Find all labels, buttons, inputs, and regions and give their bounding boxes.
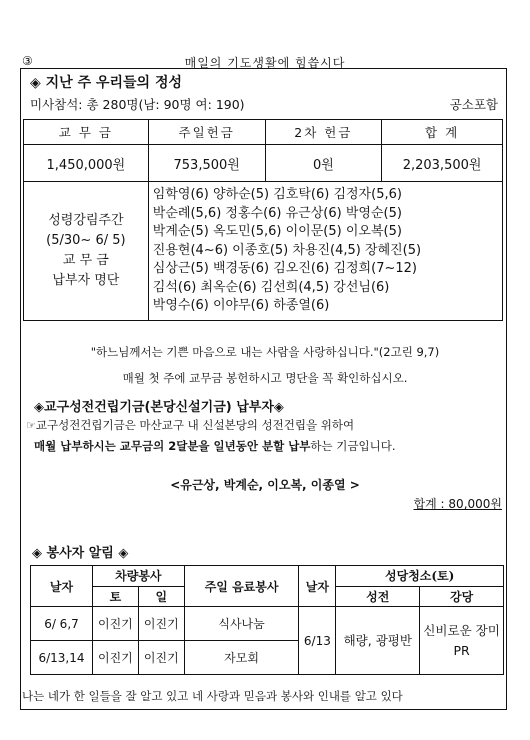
col-header-sat: 토 bbox=[92, 586, 138, 607]
building-fund-line1 bbox=[26, 417, 354, 433]
building-fund-bold: 매월 납부하시는 교무금의 2달분을 일년동안 분할 납부 bbox=[34, 439, 311, 453]
offering-section-title: ◈ 지난 주 우리들의 정성 bbox=[30, 75, 182, 91]
diamond-bullet-icon: ◈ bbox=[30, 75, 41, 91]
donor-label-line: (5/30~ 6/ 5) bbox=[46, 233, 126, 248]
page-number: ③ bbox=[22, 54, 33, 68]
col-header-vehicle: 차량봉사 bbox=[92, 566, 184, 587]
donor-row bbox=[24, 182, 503, 321]
building-fund-line2 bbox=[34, 438, 396, 454]
building-fund-total: 합계 : 80,000원 bbox=[413, 497, 502, 511]
col-header-sanctuary: 성전 bbox=[336, 586, 420, 607]
col-header-drink: 주일 음료봉사 bbox=[184, 566, 299, 607]
donor-label-line: 납부자 명단 bbox=[52, 273, 120, 288]
row-drink: 식사나눔 bbox=[184, 607, 299, 641]
col-header-clean: 성당청소(토) bbox=[336, 566, 504, 587]
building-fund-line1-text: 교구성전건립기금은 마산교구 내 신설본당의 성전건립을 위하여 bbox=[35, 418, 355, 432]
attendance-text: 미사참석: 총 280명(남: 90명 여: 190) bbox=[30, 97, 245, 112]
donor-label-line: 성령강림주간 bbox=[48, 213, 124, 228]
row-date: 6/ 6,7 bbox=[31, 607, 93, 641]
building-fund-names: <유근상, 박계순, 이오복, 이종열 > bbox=[170, 478, 360, 492]
donor-line: 박순례(5,6) 정홍수(6) 유근상(6) 박영순(5) bbox=[152, 205, 402, 221]
donor-line: 심상근(5) 백경동(6) 김오진(6) 김정희(7~12) bbox=[152, 261, 417, 277]
sunday-offering-value: 753,500원 bbox=[148, 145, 265, 182]
col-header-sun: 일 bbox=[138, 586, 184, 607]
clean-hall: 신비로운 장미 PR bbox=[420, 607, 504, 675]
row-sat: 이진기 bbox=[92, 607, 138, 641]
row-sun: 이진기 bbox=[138, 641, 184, 675]
col-header: 2차 헌금 bbox=[265, 120, 382, 145]
pointing-hand-icon: ☞ bbox=[26, 419, 36, 432]
page-title: 매일의 기도생활에 힘씁시다 bbox=[184, 56, 346, 70]
bible-quote: "하느님께서는 기쁜 마음으로 내는 사람을 사랑하십니다."(2고린 9,7) bbox=[90, 345, 440, 359]
second-collection-value: 0원 bbox=[265, 145, 382, 182]
offering-table bbox=[23, 119, 503, 321]
tithe-value: 1,450,000원 bbox=[24, 145, 149, 182]
table-row bbox=[31, 607, 504, 641]
building-fund-rest: 하는 기금입니다. bbox=[310, 439, 396, 453]
clean-sanctuary: 해량, 광평반 bbox=[336, 607, 420, 675]
col-header: 합 계 bbox=[382, 120, 503, 145]
offering-value-row bbox=[24, 145, 503, 182]
donor-line: 박계순(5) 옥도민(5,6) 이이문(5) 이오복(5) bbox=[152, 224, 402, 240]
col-header: 교 무 금 bbox=[24, 120, 149, 145]
col-header-date: 날자 bbox=[31, 566, 93, 607]
donor-line: 김석(6) 최옥순(6) 김선희(4,5) 강선님(6) bbox=[152, 279, 390, 295]
volunteer-table bbox=[30, 565, 504, 675]
attendance-note: 공소포함 bbox=[449, 97, 498, 112]
row-sat: 이진기 bbox=[92, 641, 138, 675]
donor-line: 박영수(6) 이야무(6) 하종열(6) bbox=[152, 298, 330, 314]
total-value: 2,203,500원 bbox=[382, 145, 503, 182]
footer-verse: 나는 네가 한 일들을 잘 알고 있고 네 사랑과 믿음과 봉사와 인내를 알고 있다 bbox=[22, 689, 403, 703]
clean-date: 6/13 bbox=[299, 607, 336, 675]
building-fund-title: ◈교구성전건립기금(본당신설기금) 납부자◈ bbox=[34, 400, 284, 415]
row-drink: 자모회 bbox=[184, 641, 299, 675]
col-header-hall: 강당 bbox=[420, 586, 504, 607]
donor-line: 임학영(6) 양하순(5) 김호탁(6) 김정자(5,6) bbox=[152, 186, 402, 202]
row-date: 6/13,14 bbox=[31, 641, 93, 675]
offering-header-row bbox=[24, 120, 503, 145]
volunteer-header-row bbox=[31, 566, 504, 587]
donor-label bbox=[24, 182, 149, 321]
donor-names bbox=[148, 182, 502, 321]
volunteer-section-title: ◈ 봉사자 알림 ◈ bbox=[32, 546, 129, 561]
donor-label-line: 교 무 금 bbox=[62, 253, 109, 268]
col-header-date2: 날자 bbox=[299, 566, 336, 607]
donor-line: 진용현(4~6) 이종호(5) 차용진(4,5) 장혜진(5) bbox=[152, 242, 422, 258]
tithe-notice: 매월 첫 주에 교무금 봉헌하시고 명단을 꼭 확인하십시오. bbox=[122, 371, 408, 385]
row-sun: 이진기 bbox=[138, 607, 184, 641]
col-header: 주일헌금 bbox=[148, 120, 265, 145]
